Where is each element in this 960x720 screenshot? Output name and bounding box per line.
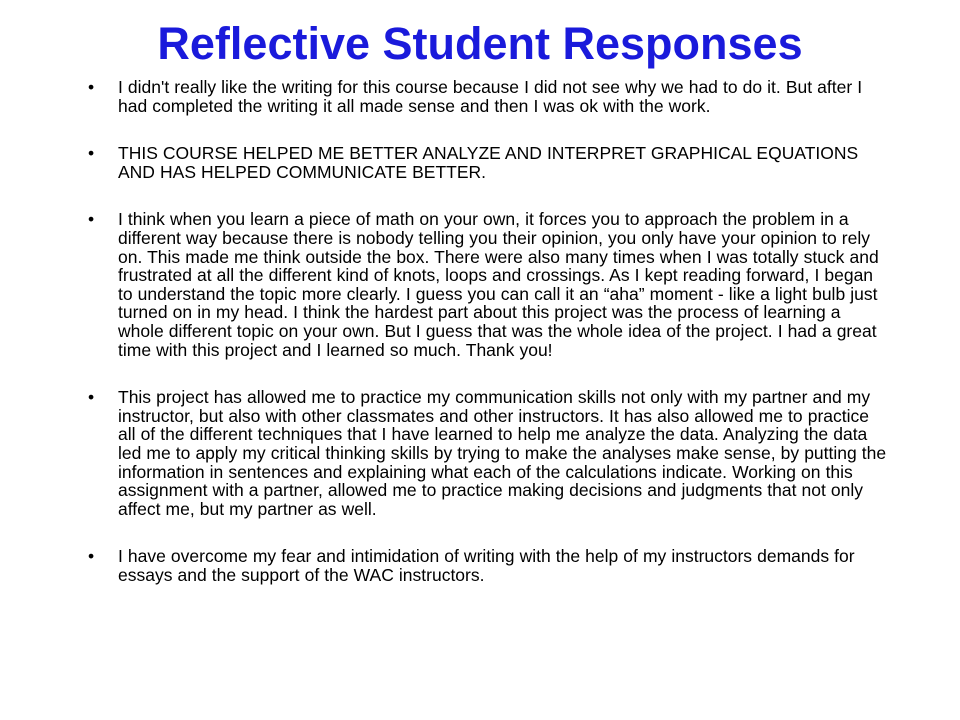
bullet-text: This project has allowed me to practice my communication skills not only with my partner and my instructor, but also with other classmates and other instructors. It has also allowed me to practice all of the different techniques that I have learned to help me analyze the data. Analyzing the data led me to apply my critical thinking skills by trying to make the analyses make sense, by putting the information in sentences and explaining what each of the calculations indicate. Working on this assignment with a partner, allowed me to practice making decisions and judgments that not only affect me, but my partner as well. <box>118 387 887 519</box>
bullet-icon: • <box>88 546 95 567</box>
bullet-item <box>88 210 888 359</box>
slide-title: Reflective Student Responses <box>157 18 803 69</box>
bullet-list <box>88 78 888 613</box>
bullet-icon: • <box>88 77 95 97</box>
bullet-icon: • <box>88 209 95 230</box>
bullet-text: THIS COURSE HELPED ME BETTER ANALYZE AND INTERPRET GRAPHICAL EQUATIONS AND HAS HELPED COMMUNICATE BETTER. <box>118 143 859 182</box>
bullet-icon: • <box>88 387 95 408</box>
bullet-text: I didn't really like the writing for this course because I did not see why we had to do it. But after I had completed the writing it all made sense and then I was ok with the work. <box>118 77 863 116</box>
bullet-text: I have overcome my fear and intimidation of writing with the help of my instructors demands for essays and the support of the WAC instructors. <box>118 546 855 585</box>
bullet-item <box>88 144 888 181</box>
bullet-item <box>88 388 888 518</box>
bullet-icon: • <box>88 143 95 164</box>
bullet-text: I think when you learn a piece of math on your own, it forces you to approach the problem in a different way because there is nobody telling you their opinion, you only have your opinion to rely on. This made me think outside the box. There were also many times when I was totally stuck and frustrated at all the different kind of knots, loops and crossings. As I kept reading forward, I began to understand the topic more clearly. I guess you can call it an “aha” moment - like a light bulb just turned on in my head. I think the hardest part about this project was the process of learning a whole different topic on your own. But I guess that was the whole idea of the project. I had a great time with this project and I learned so much. Thank you! <box>118 209 879 360</box>
bullet-item <box>88 547 888 584</box>
bullet-item <box>88 78 888 115</box>
